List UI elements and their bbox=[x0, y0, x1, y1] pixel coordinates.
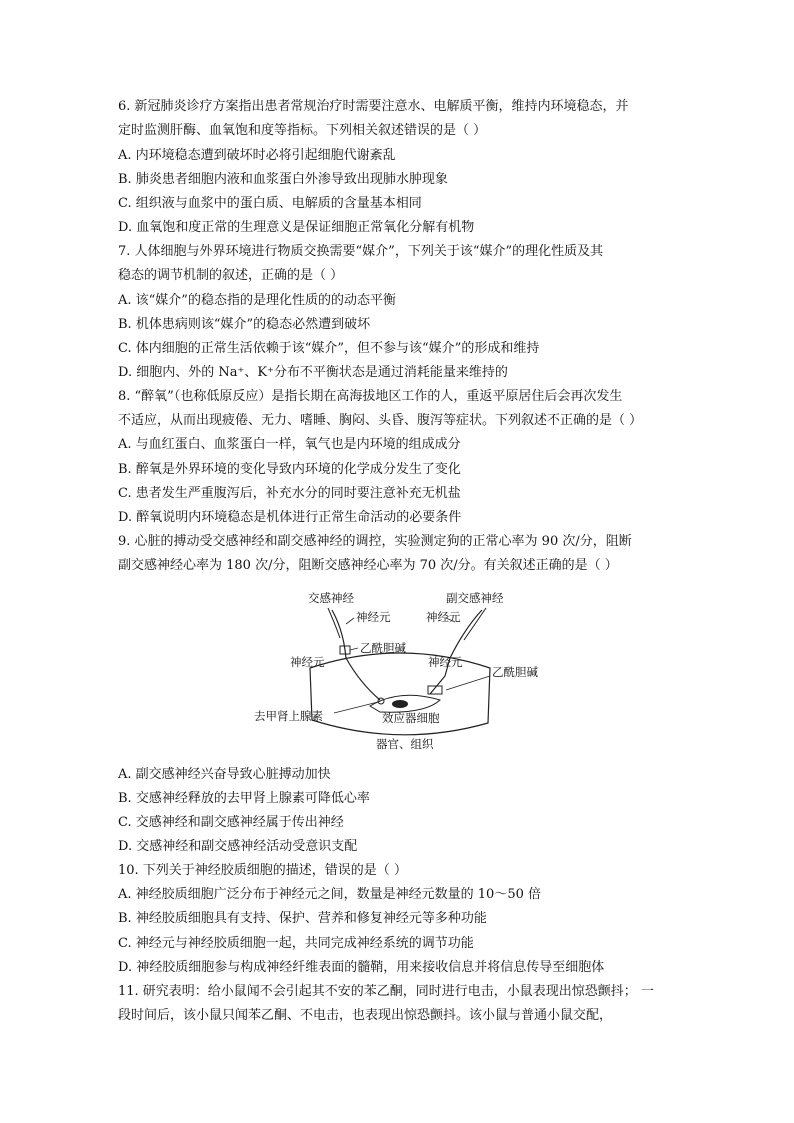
label-ach-b: 乙酰胆碱 bbox=[492, 665, 538, 679]
label-norepinephrine: 去甲肾上腺素 bbox=[254, 709, 323, 723]
q6-option-b: B. 肺炎患者细胞内液和血浆蛋白外渗导致出现肺水肿现象 bbox=[118, 172, 448, 187]
label-organ: 器官、组织 bbox=[376, 737, 434, 751]
q11-stem-line2: 段时间后，该小鼠只闻苯乙酮、不电击，也表现出惊恐颤抖。该小鼠与普通小鼠交配， bbox=[118, 1008, 613, 1023]
effector-nucleus bbox=[392, 700, 408, 708]
q9-option-d: D. 交感神经和副交感神经活动受意识支配 bbox=[118, 839, 358, 854]
q9-stem-line1: 9. 心脏的搏动受交感神经和副交感神经的调控，实验测定狗的正常心率为 90 次/分，阻断 bbox=[118, 534, 632, 549]
q6-stem-line1: 6. 新冠肺炎诊疗方案指出患者常规治疗时需要注意水、电解质平衡，维持内环境稳态，并 bbox=[118, 99, 629, 114]
label-neuron-b: 神经元 bbox=[290, 655, 325, 669]
label-neuron-c: 神经元 bbox=[426, 610, 461, 624]
q10-stem: 10. 下列关于神经胶质细胞的描述，错误的是（ ） bbox=[118, 863, 407, 878]
q7-option-c: C. 体内细胞的正常生活依赖于该“媒介”，但不参与该“媒介”的形成和维持 bbox=[118, 341, 540, 356]
q9-option-a: A. 副交感神经兴奋导致心脏搏动加快 bbox=[118, 767, 331, 782]
q8-stem-line2: 不适应，从而出现疲倦、无力、嗜睡、胸闷、头昏、腹泻等症状。下列叙述不正确的是（ ） bbox=[118, 413, 643, 428]
q9-stem-line2: 副交感神经心率为 180 次/分，阻断交感神经心率为 70 次/分。有关叙述正确的是（ ） bbox=[118, 558, 618, 573]
label-parasympathetic: 副交感神经 bbox=[446, 591, 504, 605]
q10-option-c: C. 神经元与神经胶质细胞一起，共同完成神经系统的调节功能 bbox=[118, 936, 474, 951]
label-neuron-d: 神经元 bbox=[428, 655, 463, 669]
leader-ach-b bbox=[446, 676, 490, 690]
q7-option-d: D. 细胞内、外的 Na⁺、K⁺分布不平衡状态是通过消耗能量来维持的 bbox=[118, 365, 508, 380]
q6-option-a: A. 内环境稳态遭到破坏时必将引起细胞代谢紊乱 bbox=[118, 148, 396, 163]
q10-option-d: D. 神经胶质细胞参与构成神经纤维表面的髓鞘，用来接收信息并将信息传导至细胞体 bbox=[118, 960, 605, 975]
q9-option-c: C. 交感神经和副交感神经属于传出神经 bbox=[118, 815, 344, 830]
q6-option-d: D. 血氧饱和度正常的生理意义是保证细胞正常氧化分解有机物 bbox=[118, 220, 475, 235]
nerve-diagram bbox=[250, 588, 550, 756]
q8-option-c: C. 患者发生严重腹泻后，补充水分的同时要注意补充无机盐 bbox=[118, 486, 461, 501]
leader-neuron-a bbox=[346, 618, 354, 624]
q7-stem-line2: 稳态的调节机制的叙述，正确的是（ ） bbox=[118, 268, 344, 283]
label-effector: 效应器细胞 bbox=[382, 711, 440, 725]
label-ach-a: 乙酰胆碱 bbox=[360, 641, 406, 655]
q8-option-a: A. 与血红蛋白、血浆蛋白一样，氧气也是内环境的组成成分 bbox=[118, 437, 461, 452]
q9-option-b: B. 交感神经释放的去甲肾上腺素可降低心率 bbox=[118, 791, 370, 806]
q7-option-a: A. 该“媒介”的稳态指的是理化性质的的动态平衡 bbox=[118, 293, 396, 308]
q10-option-b: B. 神经胶质细胞具有支持、保护、营养和修复神经元等多种功能 bbox=[118, 911, 487, 926]
q8-option-d: D. 醉氧说明内环境稳态是机体进行正常生命活动的必要条件 bbox=[118, 510, 462, 525]
q11-stem-line1: 11. 研究表明：给小鼠闻不会引起其不安的苯乙酮，同时进行电击，小鼠表现出惊恐颤抖； 一 bbox=[118, 984, 654, 999]
leader-ach-a bbox=[350, 648, 358, 650]
label-neuron-a: 神经元 bbox=[356, 610, 391, 624]
q7-stem-line1: 7. 人体细胞与外界环境进行物质交换需要“媒介”，下列关于该“媒介”的理化性质及其 bbox=[118, 244, 604, 259]
leader-norepinephrine bbox=[334, 702, 378, 713]
q8-option-b: B. 醉氧是外界环境的变化导致内环境的化学成分发生了变化 bbox=[118, 462, 461, 477]
nerve-diagram-svg bbox=[250, 588, 550, 756]
q7-option-b: B. 机体患病则该“媒介”的稳态必然遭到破坏 bbox=[118, 317, 371, 332]
q10-option-a: A. 神经胶质细胞广泛分布于神经元之间，数量是神经元数量的 10～50 倍 bbox=[118, 887, 542, 902]
q6-option-c: C. 组织液与血浆中的蛋白质、电解质的含量基本相同 bbox=[118, 196, 422, 211]
q6-stem-line2: 定时监测肝酶、血氧饱和度等指标。下列相关叙述错误的是（ ） bbox=[118, 123, 487, 138]
parasympathetic-branch bbox=[464, 608, 486, 640]
q8-stem-line1: 8. “醉氧”（也称低原反应）是指长期在高海拔地区工作的人，重返平原居住后会再次发生 bbox=[118, 389, 623, 404]
label-sympathetic: 交感神经 bbox=[308, 591, 354, 605]
